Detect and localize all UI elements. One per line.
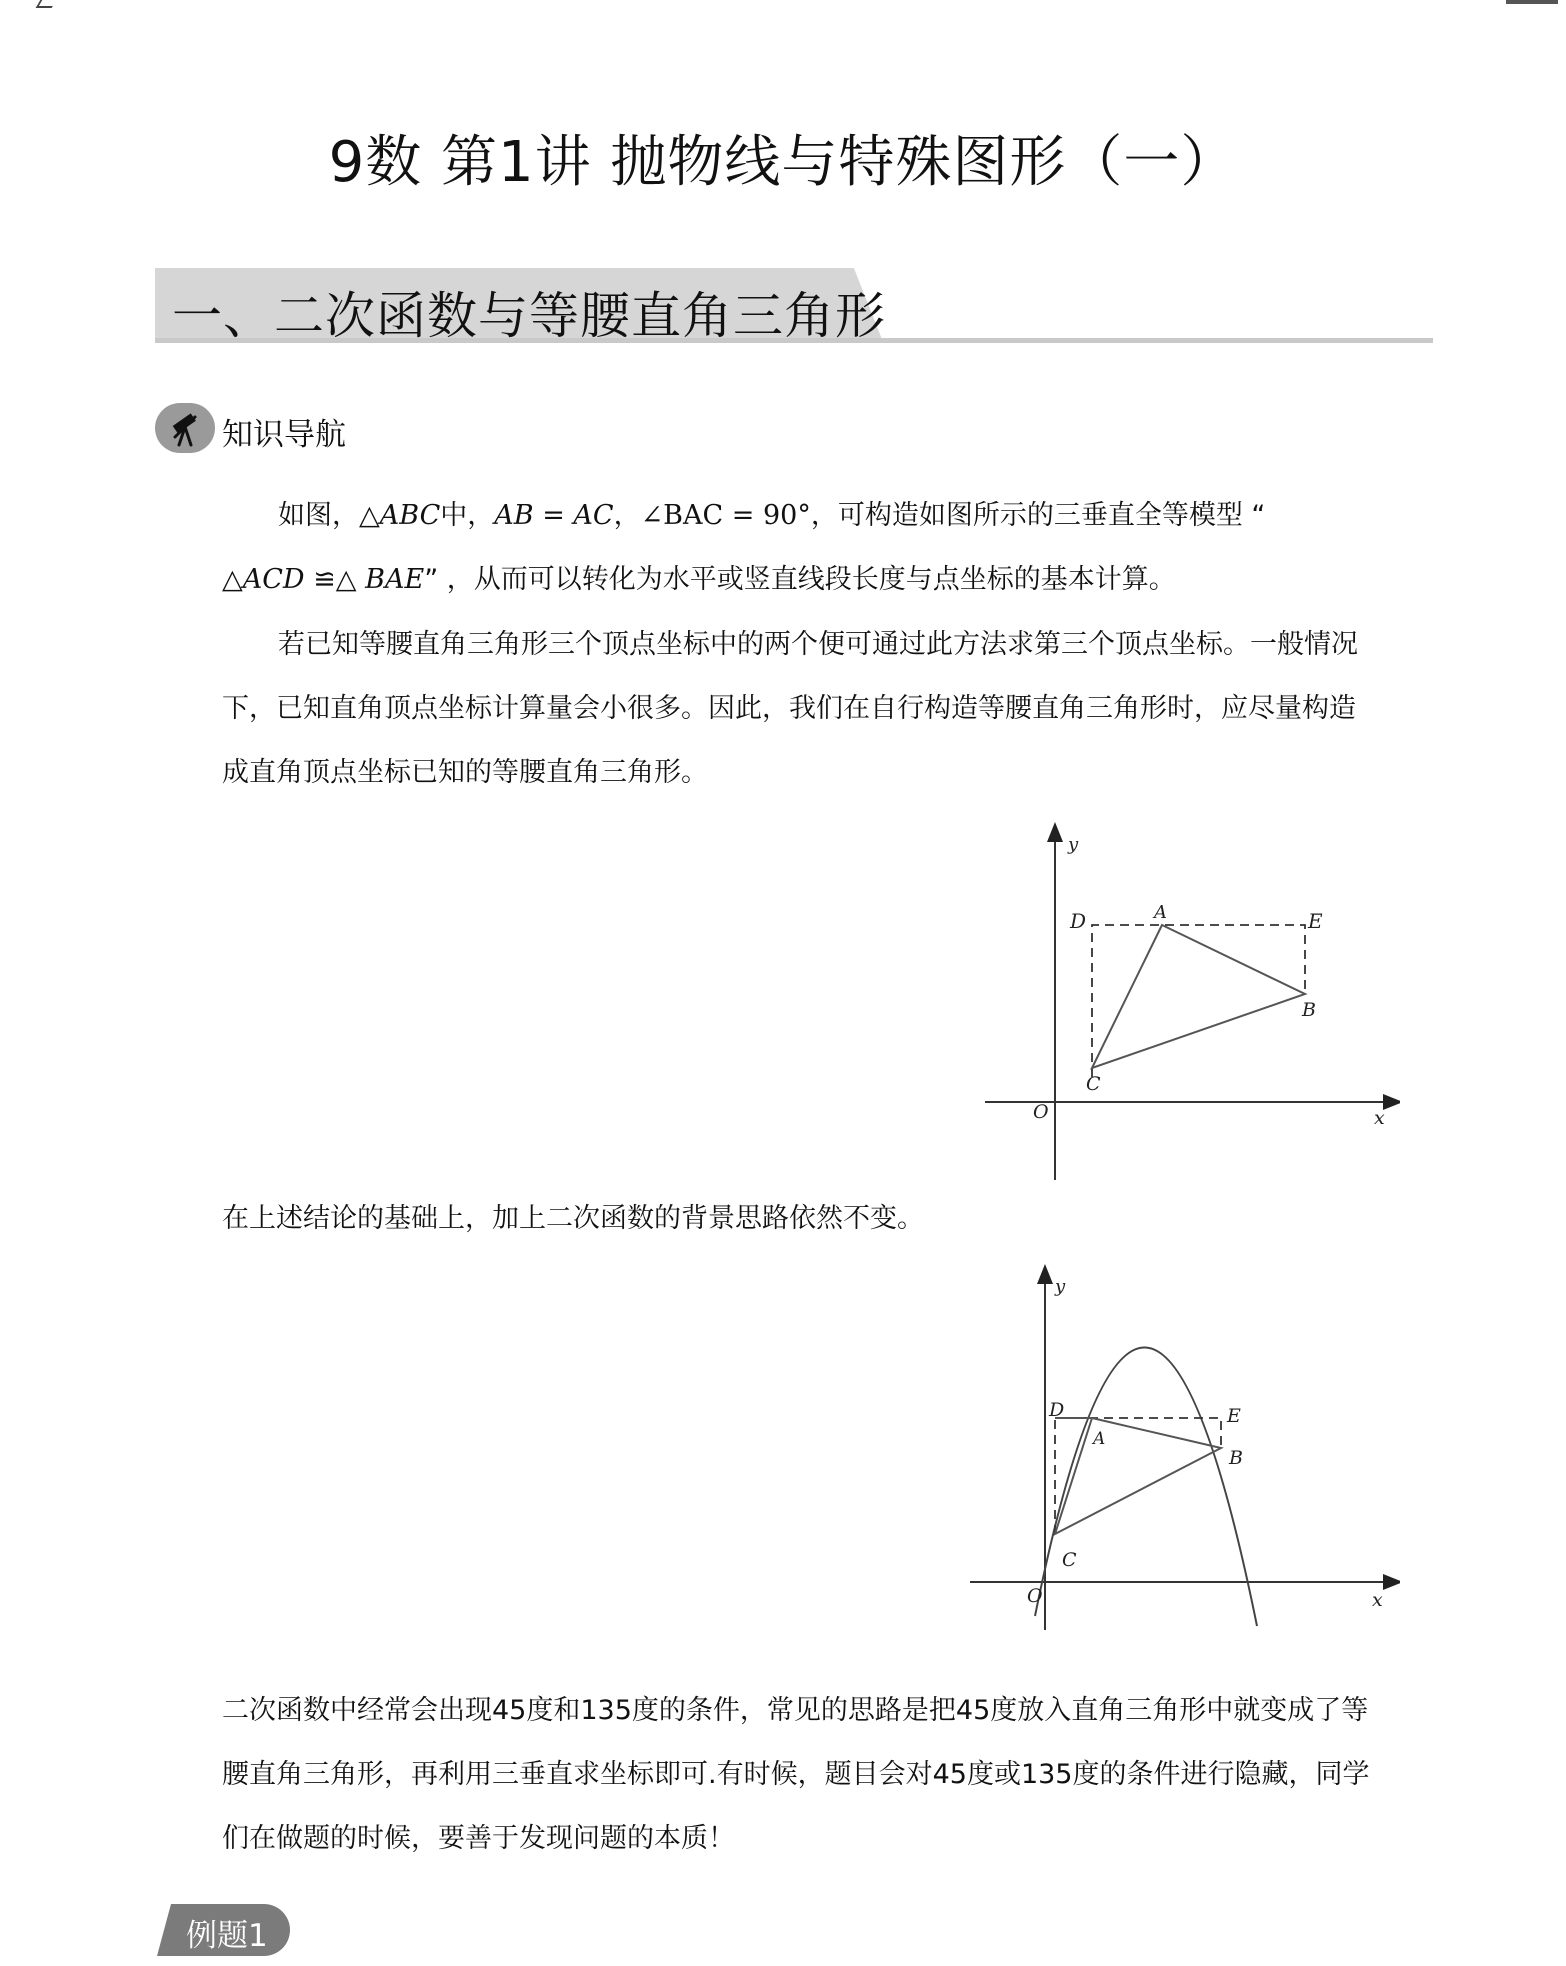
label-a: A	[1093, 1429, 1106, 1449]
text-fragment: 如图，△	[278, 500, 380, 531]
paragraph-1-line-1	[222, 493, 1402, 532]
math-abc: ABC	[379, 500, 441, 531]
triangle-abc	[1055, 1418, 1221, 1534]
paragraph-4-line-1: 二次函数中经常会出现45度和135度的条件，常见的思路是把45度放入直角三角形中就变成了等	[222, 1695, 1369, 1726]
label-a: A	[1154, 902, 1167, 923]
paragraph-2-line-1: 若已知等腰直角三角形三个顶点坐标中的两个便可通过此方法求第三个顶点坐标。一般情况	[278, 629, 1358, 660]
back-arrow-fragment	[36, 0, 57, 8]
figure-1-coordinate-diagram	[980, 822, 1400, 1184]
text-fragment: ” ，从而可以转化为水平或竖直线段长度与点坐标的基本计算。	[424, 564, 1176, 595]
label-o: O	[1033, 1101, 1049, 1123]
paragraph-2-line-3: 成直角顶点坐标已知的等腰直角三角形。	[222, 757, 708, 788]
text-fragment: ≌△	[304, 564, 366, 595]
math-bae: BAE	[365, 564, 425, 595]
math-ab-eq-ac: AB = AC	[494, 500, 614, 531]
label-d: D	[1070, 909, 1087, 933]
label-y: y	[1068, 834, 1079, 855]
label-o: O	[1027, 1585, 1043, 1607]
example-1-label: 例题1	[186, 1918, 268, 1954]
math-angle-bac: ∠BAC = 90°	[640, 500, 811, 531]
label-x: x	[1372, 1589, 1383, 1611]
label-e: E	[1227, 1405, 1241, 1427]
label-c: C	[1086, 1073, 1101, 1095]
label-b: B	[1302, 999, 1316, 1021]
knowledge-nav-label: 知识导航	[222, 417, 346, 453]
label-y: y	[1055, 1276, 1066, 1297]
text-fragment: 中，	[440, 500, 495, 531]
paragraph-4-line-2: 腰直角三角形，再利用三垂直求坐标即可.有时候，题目会对45度或135度的条件进行隐藏，同学	[222, 1759, 1370, 1790]
paragraph-2-line-2: 下，已知直角顶点坐标计算量会小很多。因此，我们在自行构造等腰直角三角形时，应尽量构造	[222, 693, 1356, 724]
paragraph-4-line-3: 们在做题的时候，要善于发现问题的本质！	[222, 1823, 735, 1854]
page-title: 9数 第1讲 抛物线与特殊图形（一）	[328, 130, 1238, 195]
math-acd: ACD	[242, 564, 305, 595]
label-e: E	[1308, 909, 1323, 933]
paragraph-3: 在上述结论的基础上，加上二次函数的背景思路依然不变。	[222, 1203, 924, 1234]
telescope-icon	[155, 403, 215, 453]
page-corner-mark	[1506, 0, 1558, 4]
label-d: D	[1049, 1399, 1065, 1421]
text-fragment: △	[222, 564, 243, 595]
text-fragment: ，	[613, 500, 641, 531]
label-c: C	[1062, 1549, 1077, 1571]
label-b: B	[1229, 1447, 1243, 1469]
paragraph-1-line-2	[222, 557, 1402, 596]
label-x: x	[1374, 1107, 1385, 1129]
triangle-abc	[1092, 925, 1305, 1068]
section-title: 一、二次函数与等腰直角三角形	[172, 287, 886, 345]
dashed-rectangle	[1055, 1418, 1221, 1534]
text-fragment: ，可构造如图所示的三垂直全等模型 “	[810, 500, 1266, 531]
figure-2-parabola-diagram	[965, 1264, 1400, 1636]
